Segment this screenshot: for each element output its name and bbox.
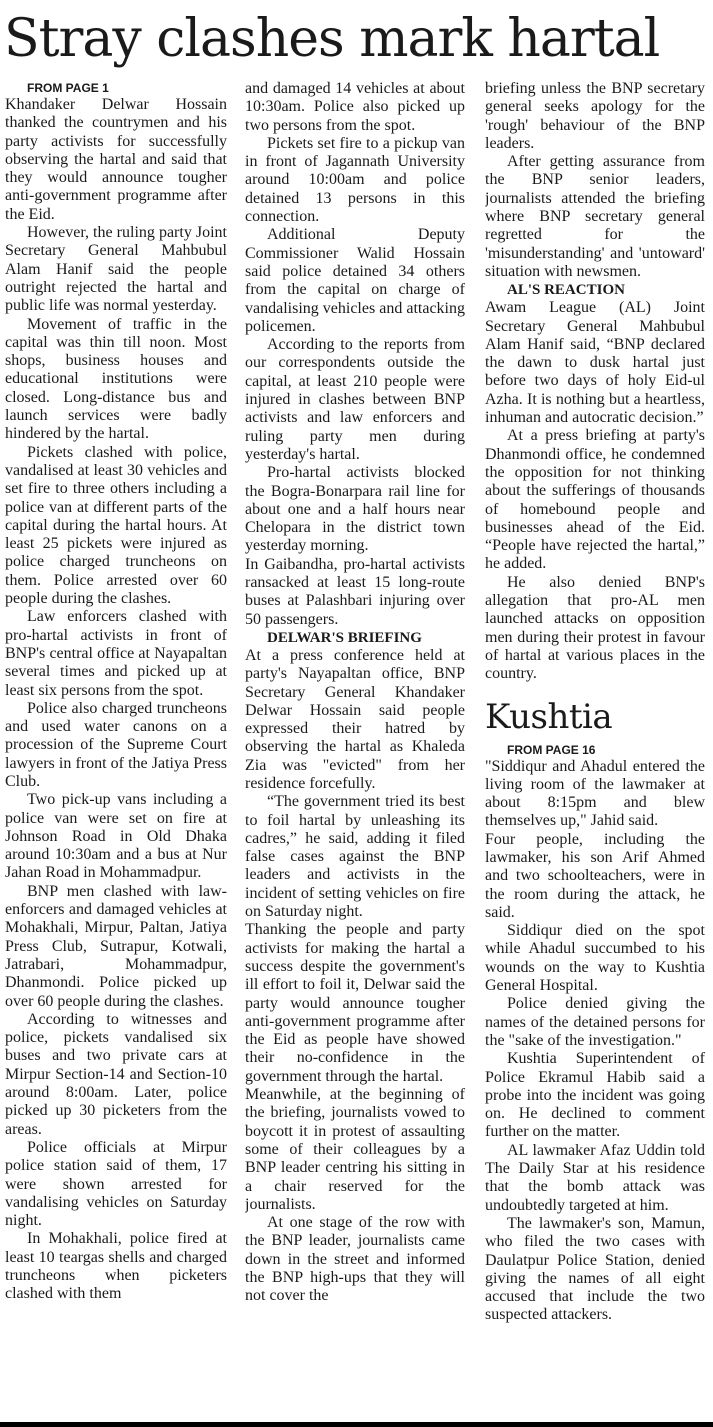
subhead-al-reaction: AL'S REACTION: [507, 282, 625, 299]
paragraph: Pickets clashed with police, vandalised at least 30 vehicles and set fire to three others including a police van at different parts of the capital during the hartal hours. At least 25 pickets were injured as police charged truncheons on them. Police arrested over 60 people during the clashes.: [5, 443, 227, 608]
paragraph: and damaged 14 vehicles at about 10:30am. Police also picked up two persons from the spot.: [245, 80, 465, 134]
paragraph: According to witnesses and police, pickets vandalised six buses and two private cars at Mirpur Section-14 and Section-10 around 8:00am. Later, police picked up 30 picketers from the areas.: [5, 1010, 227, 1138]
paragraph: Additional Deputy Commissioner Walid Hossain said police detained 34 others from the capital on charge of vandalising vehicles and attacking policemen.: [245, 226, 465, 335]
paragraph: After getting assurance from the BNP senior leaders, journalists attended the briefing where BNP secretary general regretted for the 'misunderstanding' and 'untoward' situation with newsmen.: [485, 153, 705, 280]
paragraph: Awam League (AL) Joint Secretary General Mahbubul Alam Hanif said, “BNP declared the dawn to dusk hartal just before two days of holy Eid-ul Azha. It is nothing but a heartless, inhuman and autocratic decision.”: [485, 299, 705, 427]
kicker-from-page: FROM PAGE 16: [507, 742, 596, 757]
paragraph: In Gaibandha, pro-hartal activists ransacked at least 15 long-route buses at Palashbari injuring over 50 passengers.: [245, 555, 465, 628]
paragraph: Pickets set fire to a pickup van in front of Jagannath University around 10:00am and police detained 13 persons in this connection.: [245, 134, 465, 226]
paragraph: Two pick-up vans including a police van were set on fire at Johnson Road in Old Dhaka around 10:30am and a bus at Nur Jahan Road in Mohammadpur.: [5, 791, 227, 882]
paragraph: According to the reports from our correspondents outside the capital, at least 210 people were injured in clashes between BNP activists and law enforcers and ruling party men during yesterday's hartal.: [245, 336, 465, 463]
column-1: [5, 80, 227, 1422]
paragraph: Police also charged truncheons and used water canons on a procession of the Supreme Court lawyers in front of the Jatiya Press Club.: [5, 699, 227, 790]
paragraph: Thanking the people and party activists for making the hartal a success despite the government's ill effort to foil it, Delwar said the party would announce tougher anti-government programme after the Eid as people have showed their no-confidence in the government through the hartal.: [245, 921, 465, 1085]
paragraph: Law enforcers clashed with pro-hartal activists in front of BNP's central office at Nayapaltan several times and picked up at least six persons from the spot.: [5, 608, 227, 699]
paragraph: "Siddiqur and Ahadul entered the living room of the lawmaker at about 8:15pm and blew themselves up," Jahid said.: [485, 757, 705, 830]
paragraph: In Mohakhali, police fired at least 10 teargas shells and charged truncheons when picketers clashed with them: [5, 1230, 227, 1303]
column-3: [485, 80, 705, 1422]
paragraph: Siddiqur died on the spot while Ahadul succumbed to his wounds on the way to Kushtia General Hospital.: [485, 922, 705, 995]
headline-kushtia: Kushtia: [485, 696, 613, 737]
paragraph: At a press briefing at party's Dhanmondi office, he condemned the opposition for not thinking about the sufferings of thousands of homebound people and businesses ahead of the Eid. “People have rejected the hartal,” he added.: [485, 427, 705, 573]
paragraph: Four people, including the lawmaker, his son Arif Ahmed and two schoolteachers, were in the room during the attack, he said.: [485, 830, 705, 921]
paragraph: Khandaker Delwar Hossain thanked the countrymen and his party activists for successfully observing the hartal and said that they would announce tougher anti-government programme after the Eid.: [5, 96, 227, 223]
paragraph: At a press conference held at party's Nayapaltan office, BNP Secretary General Khandaker Delwar Hossain said people expressed their hatred by observing the hartal as Khaleda Zia was "evicted" from her residence forcefully.: [245, 646, 465, 792]
paragraph: Police officials at Mirpur police station said of them, 17 were shown arrested for vandalising vehicles on Saturday night.: [5, 1138, 227, 1230]
paragraph: At one stage of the row with the BNP leader, journalists came down in the street and informed the BNP high-ups that they will not cover the: [245, 1214, 465, 1305]
paragraph: The lawmaker's son, Mamun, who filed the two cases with Daulatpur Police Station, denied giving the names of all eight accused that include the two suspected attackers.: [485, 1214, 705, 1324]
paragraph: Meanwhile, at the beginning of the briefing, journalists vowed to boycott it in protest of assaulting some of their colleagues by a BNP leader centring his sitting in a chair reserved for the journalists.: [245, 1086, 465, 1213]
paragraph: Pro-hartal activists blocked the Bogra-Bonarpara rail line for about one and a half hours near Chelopara in the district town yesterday morning.: [245, 464, 465, 555]
paragraph: “The government tried its best to foil hartal by unleashing its cadres,” he said, adding it filed false cases against the BNP leaders and activists in the incident of setting vehicles on fire on Saturday night.: [245, 793, 465, 921]
paragraph: However, the ruling party Joint Secretary General Mahbubul Alam Hanif said the people outright rejected the hartal and public life was normal yesterday.: [5, 224, 227, 315]
paragraph: Police denied giving the names of the detained persons for the "sake of the investigation.": [485, 995, 705, 1049]
column-2: [245, 80, 465, 1422]
bottom-rule: [0, 1422, 713, 1427]
paragraph: AL lawmaker Afaz Uddin told The Daily Star at his residence that the bomb attack was undoubtedly targeted at him.: [485, 1141, 705, 1214]
kicker-from-page: FROM PAGE 1: [27, 81, 109, 95]
paragraph: Kushtia Superintendent of Police Ekramul Habib said a probe into the incident was going on. He declined to comment further on the matter.: [485, 1050, 705, 1141]
subhead-delwar-briefing: DELWAR'S BRIEFING: [267, 629, 422, 646]
paragraph: BNP men clashed with law-enforcers and damaged vehicles at Mohakhali, Mirpur, Paltan, Jatiya Press Club, Sutrapur, Kotwali, Jatrabari, Mohammadpur, Dhanmondi. Police picked up over 60 people during the clashes.: [5, 882, 227, 1010]
paragraph: Movement of traffic in the capital was thin till noon. Most shops, business houses and educational institutions were closed. Long-distance bus and launch services were badly hindered by the hartal.: [5, 315, 227, 443]
headline: Stray clashes mark hartal: [4, 9, 660, 69]
paragraph: briefing unless the BNP secretary general seeks apology for the 'rough' behaviour of the BNP leaders.: [485, 80, 705, 152]
paragraph: He also denied BNP's allegation that pro-AL men launched attacks on opposition men during their protest in favour of hartal at various places in the country.: [485, 573, 705, 683]
